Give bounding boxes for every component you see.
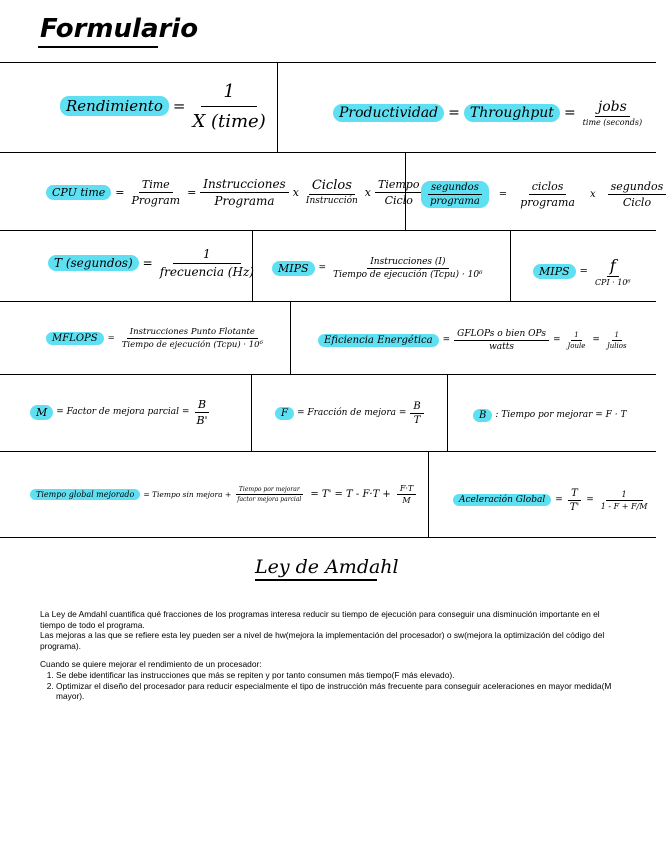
t-numerator: 1	[173, 247, 241, 264]
divider	[0, 537, 656, 538]
divider	[0, 152, 656, 153]
f-label: F	[275, 407, 294, 420]
f-formula	[275, 396, 424, 430]
mflops-numerator: Instrucciones Punto Flotante	[127, 327, 258, 339]
mips2-denominator: CPI · 10⁶	[594, 277, 631, 287]
seconds-program-formula: $\frac{\text{segundos}}{\text{programa}}$ = $\frac{\text{ciclos}}{\text{programa}}$ x $\frac{\text{segundos}}{\text{Ciclo}}$	[421, 174, 666, 214]
acc-fraction	[567, 488, 582, 513]
heading-underline	[255, 579, 377, 581]
f2-numerator: Instrucciones	[200, 177, 288, 193]
cpu-time-label: CPU time	[46, 185, 111, 200]
times-sign: x	[292, 185, 299, 199]
tg2-numerator: F·T	[397, 484, 416, 495]
divider	[277, 62, 278, 152]
t-denominator: frecuencia (Hz)	[159, 265, 254, 279]
ef3-numerator: 1	[612, 331, 622, 341]
b-label: B	[473, 409, 492, 422]
divider	[0, 374, 656, 375]
mips1-numerator: Instrucciones (I)	[367, 257, 448, 269]
mips-formula-2: MIPS = $\frac{f}{\text{CPI · 10⁶}}$	[533, 250, 634, 292]
thr-denominator: time (seconds)	[582, 118, 643, 127]
eficiencia-label: Eficiencia Energética	[318, 334, 439, 347]
time-cycle-fraction	[375, 178, 422, 207]
tg2-fraction	[397, 484, 416, 505]
list-item: 2. Optimizar el diseño del procesador para reducir especialmente el tipo de instrucción más frecuente para conseguir aceleraciones en mayor medida(M mayor).	[56, 681, 620, 702]
tg-numerator: Tiempo por mejorar	[236, 486, 303, 495]
segundos-ciclo-fraction	[608, 180, 666, 209]
aceleracion-formula: Aceleración Global = $\frac{T}{T'}$ = $\frac{1}{1 - F + F/M}$	[453, 480, 650, 520]
b-text: : Tiempo por mejorar = F · T	[495, 410, 627, 420]
ef-numerator: GFLOPs o bien OPs	[454, 329, 549, 341]
productividad-label: Productividad	[333, 104, 444, 122]
page-title: Formulario	[40, 14, 199, 44]
m-formula	[30, 393, 211, 431]
mips2-fraction	[592, 256, 634, 287]
rend-denominator: X (time)	[192, 110, 266, 132]
mflops-fraction	[119, 327, 266, 350]
rendimiento-label: Rendimiento	[60, 96, 169, 116]
rendimiento-fraction	[189, 81, 268, 132]
cic-denominator: programa	[520, 195, 575, 209]
throughput-fraction	[580, 99, 645, 127]
ef2-denominator: Joule	[567, 341, 586, 350]
mips-formula-1: MIPS = $\frac{\text{Instrucciones (I)}}{\text{Tiempo de ejecución (Tcpu) · 10⁶}}$	[272, 248, 486, 288]
m-text: = Factor de mejora parcial =	[56, 407, 190, 417]
amdahl-text	[40, 609, 620, 702]
ef-fraction	[454, 329, 549, 352]
time-program-fraction	[129, 178, 184, 207]
f1-numerator: Time	[139, 178, 173, 193]
mflops-formula: MFLOPS = $\frac{\text{Instrucciones Punto Flotante}}{\text{Tiempo de ejecución (Tcpu) · 10⁶}}$	[46, 318, 266, 358]
divider	[290, 301, 291, 374]
ciclos-programa-fraction	[517, 180, 578, 209]
aceleracion-label: Aceleración Global	[453, 494, 551, 506]
list-item: 1. Se debe identificar las instrucciones que más se repiten y por tanto consumen más tiempo(F más elevado).	[56, 670, 620, 681]
cycles-instr-fraction	[303, 178, 361, 206]
segundos-programa-fraction	[421, 181, 489, 208]
amdahl-list	[40, 670, 620, 702]
rendimiento-formula	[60, 76, 269, 136]
amdahl-paragraph-2: Las mejoras a las que se refiere esta ley pueden ser a nivel de hw(mejora la implementación del procesador) o sw(mejora la optimización del código del programa).	[40, 630, 605, 651]
acc2-numerator: 1	[606, 490, 643, 501]
tg-denominator: factor mejora parcial	[237, 495, 302, 503]
f-numerator: B	[410, 401, 423, 414]
m-denominator: B'	[196, 413, 208, 427]
divider	[251, 374, 252, 451]
tiempo-global-formula	[30, 474, 416, 514]
acc-denominator: T'	[569, 501, 580, 513]
f4-denominator: Ciclo	[384, 193, 413, 207]
mips1-fraction	[330, 257, 486, 280]
divider	[447, 374, 448, 451]
f1-denominator: Program	[131, 193, 181, 207]
ef2-fraction	[565, 331, 589, 350]
instr-program-fraction	[200, 177, 288, 208]
ef3-fraction	[604, 331, 630, 350]
equals-sign: =	[172, 97, 186, 115]
seg-denominator: programa	[430, 195, 480, 207]
eficiencia-formula: Eficiencia Energética = $\frac{\text{GFLOPs o bien OPs}}{\text{watts}}$ = $\frac{1}{\text{Joule}}$ = $\frac{1}{\text{Julios}}$	[318, 320, 630, 360]
amdahl-paragraph-3: Cuando se quiere mejorar el rendimiento de un procesador:	[40, 659, 262, 670]
m-label: M	[30, 405, 53, 420]
ef-denominator: watts	[489, 341, 515, 352]
f-denominator: T	[413, 414, 421, 426]
tg-rhs: = T' = T - F·T +	[310, 488, 391, 500]
divider	[0, 230, 656, 231]
f4-numerator: Tiempo	[375, 178, 422, 193]
title-underline	[38, 46, 158, 48]
amdahl-heading: Ley de Amdahl	[255, 556, 399, 578]
mflops-denominator: Tiempo de ejecución (Tcpu) · 10⁶	[121, 339, 263, 350]
seg-numerator: segundos	[428, 182, 482, 195]
divider	[0, 62, 656, 63]
acc2-denominator: 1 - F + F/M	[600, 501, 648, 511]
divider	[0, 301, 656, 302]
m-numerator: B	[195, 398, 209, 413]
f2-denominator: Programa	[214, 193, 275, 208]
divider	[510, 230, 511, 301]
cpu-time-formula: CPU time = $\frac{\text{Time}}{\text{Program}}$ = $\frac{\text{Instrucciones}}{\text{Programa}}$ x $\frac{\text{Ciclos}}{\text{Instrucción}}$ x $\frac{\text{Tiempo}}{\text{Ciclo}}$	[46, 172, 422, 212]
tiempo-global-label: Tiempo global mejorado	[30, 489, 140, 500]
segc-numerator: segundos	[608, 180, 666, 195]
mips1-denominator: Tiempo de ejecución (Tcpu) · 10⁶	[333, 269, 483, 280]
divider	[428, 451, 429, 537]
ef3-denominator: Julios	[606, 341, 627, 350]
mflops-label: MFLOPS	[46, 332, 104, 345]
f-text: = Fracción de mejora =	[296, 408, 407, 418]
mips2-numerator: f	[607, 256, 619, 277]
f3-denominator: Instrucción	[305, 196, 358, 206]
throughput-label: Throughput	[464, 104, 560, 122]
m-fraction	[193, 398, 210, 427]
amdahl-paragraph-1: La Ley de Amdahl cuantifica qué fracciones de los programas interesa reducir su tiempo de ejecución para conseguir una disminución importante en el tiempo de todo el programa.	[40, 609, 600, 630]
tg-fraction	[234, 486, 304, 503]
t-seconds-label: T (segundos)	[48, 255, 139, 271]
tg2-denominator: M	[402, 495, 411, 505]
mips-label: MIPS	[272, 261, 315, 276]
divider	[0, 451, 656, 452]
t-fraction	[157, 247, 257, 279]
f-fraction	[410, 401, 423, 426]
cic-numerator: ciclos	[529, 180, 567, 195]
t-seconds-formula: T (segundos) = $\frac{1}{\text{frecuencia (Hz)}}$	[48, 240, 257, 286]
tg-text: = Tiempo sin mejora +	[143, 489, 232, 499]
acc2-fraction	[598, 490, 651, 511]
ef2-numerator: 1	[571, 331, 581, 341]
acc-numerator: T	[568, 488, 581, 501]
productividad-formula: Productividad = Throughput = $\frac{\text{jobs}}{\text{time (seconds)}}$	[333, 88, 645, 138]
b-formula	[473, 403, 627, 427]
mips-label: MIPS	[533, 264, 576, 279]
f3-numerator: Ciclos	[309, 178, 355, 195]
thr-numerator: jobs	[595, 99, 630, 117]
segc-denominator: Ciclo	[622, 195, 652, 209]
rend-numerator: 1	[201, 81, 256, 107]
